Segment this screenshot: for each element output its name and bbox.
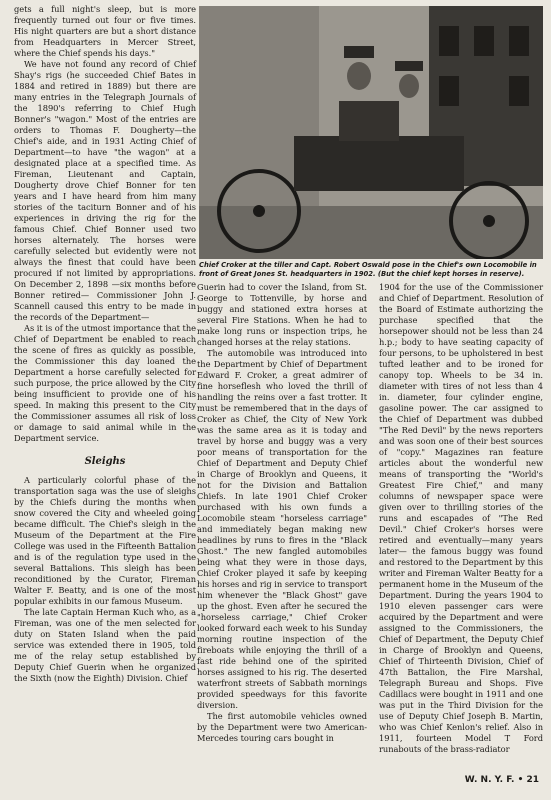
paragraph: 1904 for the use of the Commissioner and Chief of Department. Resolution of the Board of Estimate authorizing the purchase specified that the horsepower should not be less than 24 h.p.; body to have seating capacity of four persons, to be upholstered in best tufted leather and to be ironed for canopy top. Wheels to be 34 in. diameter with tires of not less than 4 in. diameter, four cylinder engine, gasoline power. The car assigned to the Chief of Department was dubbed "The Red Devil" by the news reporters and was soon one of their best sources of "copy." Magazines ran feature articles about the wonderful new means of transporting the "World's Greatest Fire Chief," and many columns of newspaper space were given over to thrilling stories of the runs and escapades of "The Red Devil." Chief Croker's horses were retired and eventually—many years later— the famous buggy was found and restored to the Department by this writer and Fireman Walter Beatty for a permanent home in the Museum of the Department. During the years 1904 to 1910 eleven passenger cars were acquired by the Department and were assigned to the Commissioners, the Chief of Department, the Deputy Chief in Charge of Brooklyn and Queens, Chief of Thirteenth Division, Chief of 47th Battalion, the Fire Marshal, Telegraph Bureau and Shops. Five Cadillacs were bought in 1911 and one was put in the Third Division for the use of Deputy Chief Joseph B. Martin, who was Chief Kenlon's relief. Also in 1911, fourteen Model T Ford runabouts of the brass-radiator — [379, 282, 543, 754]
text-column-1 — [14, 4, 196, 684]
paragraph: We have not found any record of Chief Shay's rigs (he succeeded Chief Bates in 1884 and retired in 1889) but there are many entries in the Telegraph Journals of the 1890's referring to Chief Hugh Bonner's "wagon." Most of the entries are orders to Thomas F. Dougherty—the Chief's aide, and in 1931 Acting Chief of Department—to have "the wagon" at a designated place at a specified time. As Fireman, Lieutenant and Captain, Dougherty drove Chief Bonner for ten years and I have heard from him many stories of the taciturn Bonner and of his experiences in driving the rig for the famous Chief. Chief Bonner used two horses alternately. The horses were carefully selected but evidently were not always the finest that could have been procured if not limited by appropriations. On December 2, 1898 —six months before Bonner retired— Commissioner John J. Scannell caused this entry to be made in the records of the Department— — [14, 59, 196, 322]
photo-caption: Chief Croker at the tiller and Capt. Robert Oswald pose in the Chief's own Locomobile in front of Great Jones St. headquarters in 1902. (But the chief kept horses in reserve). — [199, 261, 537, 278]
paragraph: gets a full night's sleep, but is more frequently turned out four or five times. His night quarters are but a short distance from Headquarters in Mercer Street, where the Chief spends his days." — [14, 4, 196, 58]
text-column-3 — [379, 282, 543, 755]
paragraph: The first automobile vehicles owned by the Department were two American-Mercedes touring cars bought in — [197, 711, 367, 743]
page-footer: W. N. Y. F. • 21 — [464, 775, 539, 785]
paragraph: A particularly colorful phase of the transportation saga was the use of sleighs by the Chiefs during the months when snow covered the City and wheeled going became difficult. The Chief's sleigh in the Museum of the Department at the Fire College was used in the Fifteenth Battalion and is of the regulation type used in the several Battalions. This sleigh has been reconditioned by the Curator, Fireman Walter F. Beatty, and is one of the most popular exhibits in our famous Museum. — [14, 475, 196, 606]
photo-illustration — [199, 6, 543, 259]
paragraph: The late Captain Herman Kuch who, as a Fireman, was one of the men selected for duty on Staten Island when the paid service was extended there in 1905, told me of the relay setup established by Deputy Chief Guerin when he organized the Sixth (now the Eighth) Division. Chief — [14, 607, 196, 683]
paragraph: The automobile was introduced into the Department by Chief of Department Edward F. Croker, a great admirer of fine horseflesh who loved the thrill of handling the reins over a fast trotter. It must be remembered that in the days of Croker as Chief, the City of New York was the same area as it is today and travel by horse and buggy was a very poor means of transportation for the Chief of Department and Deputy Chief in Charge of Brooklyn and Queens, it not for the Division and Battalion Chiefs. In late 1901 Chief Croker purchased with his own funds a Locomobile steam "horseless carriage" and immediately began making new headlines by runs to fires in the "Black Ghost." The new fangled automobiles being what they were in those days, Chief Croker played it safe by keeping his horses and rig in service to transport him whenever the "Black Ghost" gave up the ghost. Even after he secured the "horseless carriage," Chief Croker looked forward each week to his Sunday morning routine inspection of the fireboats while enjoying the thrill of a fast ride behind one of the spirited horses assigned to his rig. The deserted waterfront streets of Sabbath mornings provided speedways for this favorite diversion. — [197, 348, 367, 710]
photo-locomobile — [199, 6, 543, 259]
paragraph: As it is of the utmost importance that the Chief of Department be enabled to reach the scene of fires as quickly as possible, the Commissioner this day loaned the Department a horse carefully selected for such purpose, the price allowed by the City being insufficient to provide one of his speed. In making this present to the City the Commissioner assumes all risk of loss or damage to said animal while in the Department service. — [14, 323, 196, 443]
paragraph: Guerin had to cover the Island, from St. George to Tottenville, by horse and buggy and stationed extra horses at several Fire Stations. When he had to make long runs or inspection trips, he changed horses at the relay stations. — [197, 282, 367, 347]
section-heading: Sleighs — [84, 456, 126, 467]
text-column-2 — [197, 282, 367, 744]
